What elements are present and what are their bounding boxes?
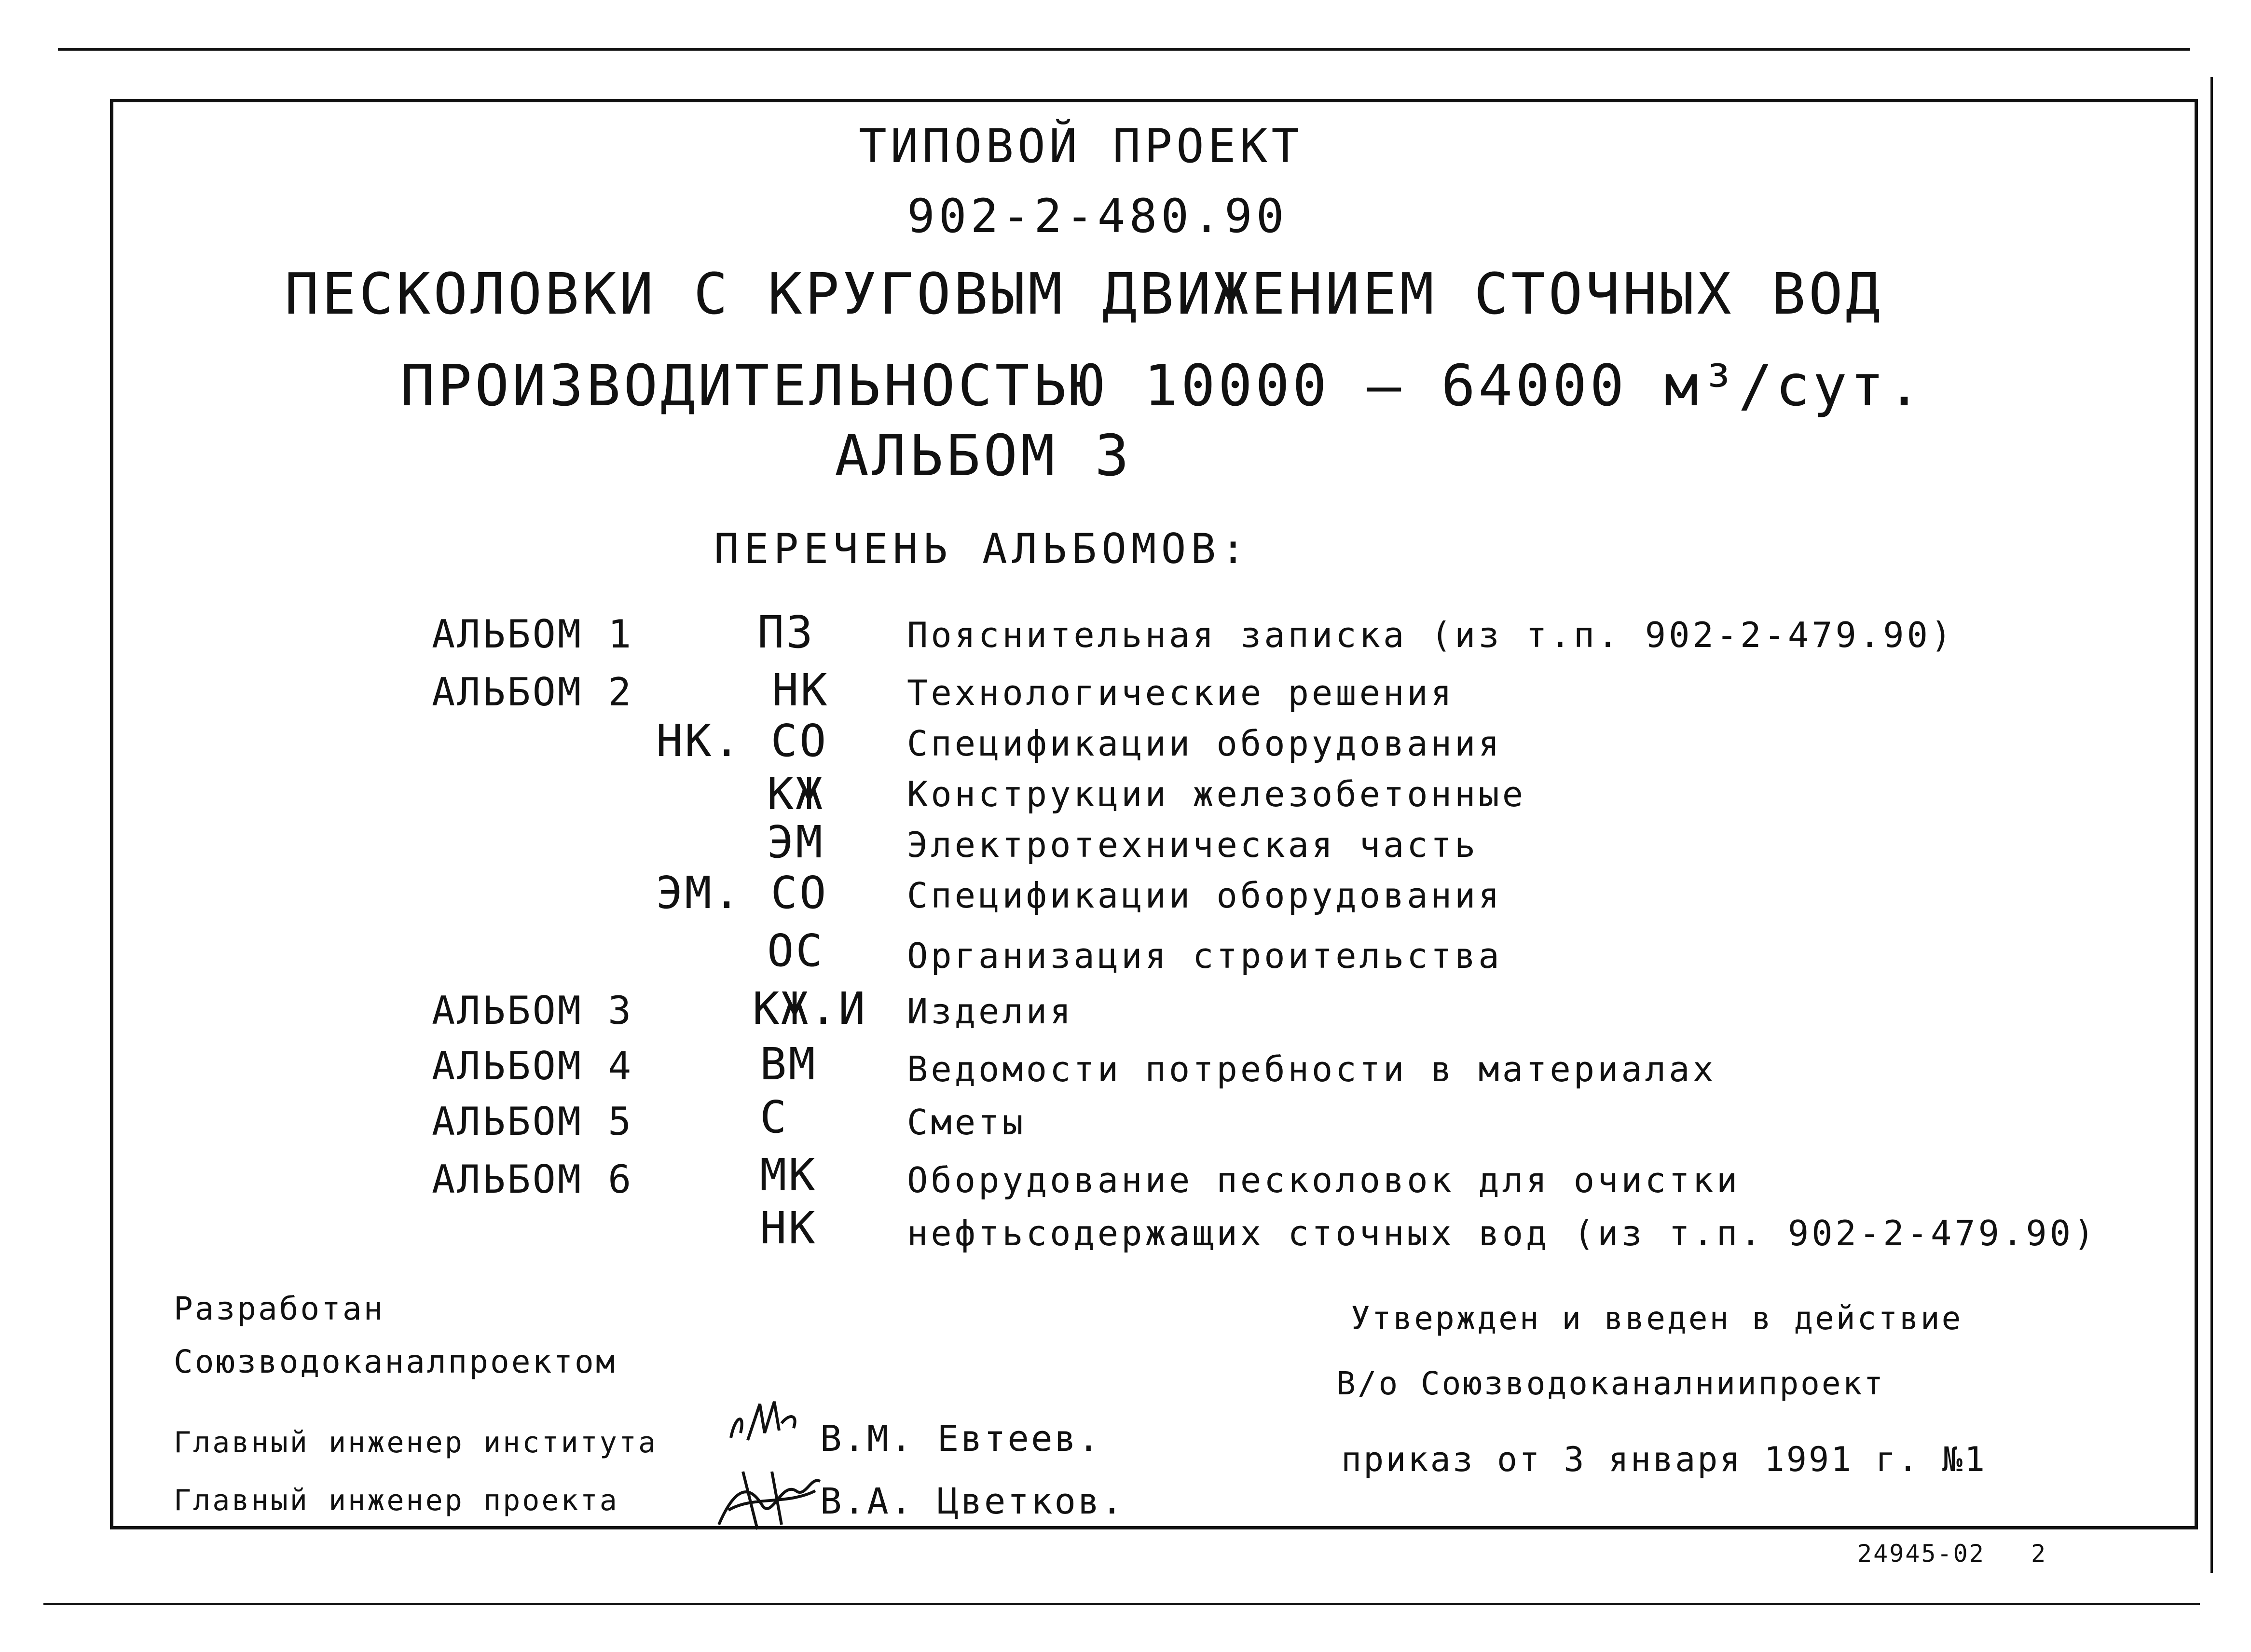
- album-code: КЖ: [767, 768, 824, 820]
- album-label: АЛЬБОМ 2: [432, 670, 633, 715]
- album-description: нефтьсодержащих сточных вод (из т.п. 902-2-479.90): [907, 1213, 2098, 1253]
- album-code: МК: [760, 1149, 817, 1201]
- project-name-line1: ПЕСКОЛОВКИ С КРУГОВЫМ ДВИЖЕНИЕМ СТОЧНЫХ ВОД: [285, 261, 1883, 327]
- signature-tsvetkov-icon: [714, 1462, 825, 1534]
- album-description: Спецификации оборудования: [907, 875, 1502, 916]
- album-label: АЛЬБОМ 1: [432, 612, 633, 657]
- chief-engineer-institute-name: В.М. Евтеев.: [820, 1418, 1101, 1459]
- approval-line2: В/о Союзводоканалниипроект: [1336, 1365, 1885, 1402]
- album-code: ВМ: [760, 1038, 817, 1090]
- right-edge-rule: [2210, 77, 2213, 1573]
- album-description: Электротехническая часть: [907, 825, 1479, 865]
- album-code: ЭМ. СО: [656, 867, 828, 919]
- project-type-title: ТИПОВОЙ ПРОЕКТ: [859, 119, 1304, 173]
- album-code: КЖ.И: [753, 983, 867, 1034]
- album-description: Оборудование песколовок для очистки: [907, 1160, 1741, 1200]
- album-list-heading: ПЕРЕЧЕНЬ АЛЬБОМОВ:: [714, 525, 1250, 573]
- album-description: Пояснительная записка (из т.п. 902-2-479.90): [907, 615, 1955, 655]
- album-code: ЭМ: [767, 816, 824, 868]
- album-number: АЛЬБОМ 3: [835, 422, 1132, 489]
- approval-line3: приказ от 3 января 1991 г. №1: [1341, 1440, 1987, 1479]
- album-description: Изделия: [907, 991, 1074, 1032]
- album-code: НК: [760, 1202, 817, 1254]
- album-description: Технологические решения: [907, 673, 1455, 713]
- approval-line1: Утвержден и введен в действие: [1351, 1300, 1963, 1337]
- album-description: Спецификации оборудования: [907, 723, 1502, 764]
- developer-line1: Разработан: [174, 1290, 385, 1327]
- chief-engineer-project-name: В.А. Цветков.: [820, 1481, 1125, 1522]
- document-stamp: 24945-02: [1857, 1540, 1985, 1568]
- album-description: Организация строительства: [907, 936, 1502, 976]
- top-rule: [58, 48, 2190, 51]
- album-description: Ведомости потребности в материалах: [907, 1049, 1716, 1089]
- album-code: ОС: [767, 925, 824, 977]
- album-description: Конструкции железобетонные: [907, 774, 1526, 814]
- bottom-rule: [43, 1603, 2200, 1605]
- album-label: АЛЬБОМ 6: [432, 1157, 633, 1202]
- album-label: АЛЬБОМ 5: [432, 1099, 633, 1144]
- album-code: С: [760, 1091, 789, 1143]
- album-label: АЛЬБОМ 4: [432, 1044, 633, 1088]
- chief-engineer-institute-label: Главный инженер института: [174, 1426, 658, 1459]
- album-code: НК. СО: [656, 715, 828, 767]
- project-name-line2: ПРОИЗВОДИТЕЛЬНОСТЬЮ 10000 – 64000 м³/сут.: [400, 352, 1924, 419]
- album-description: Сметы: [907, 1102, 1026, 1143]
- album-label: АЛЬБОМ 3: [432, 988, 633, 1033]
- album-code: ПЗ: [757, 606, 815, 658]
- chief-engineer-project-label: Главный инженер проекта: [174, 1484, 619, 1517]
- page-number: 2: [2031, 1540, 2047, 1568]
- developer-line2: Союзводоканалпроектом: [174, 1343, 617, 1380]
- signature-evteev-icon: [726, 1394, 818, 1457]
- project-number: 902-2-480.90: [907, 189, 1288, 243]
- album-code: НК: [772, 664, 829, 716]
